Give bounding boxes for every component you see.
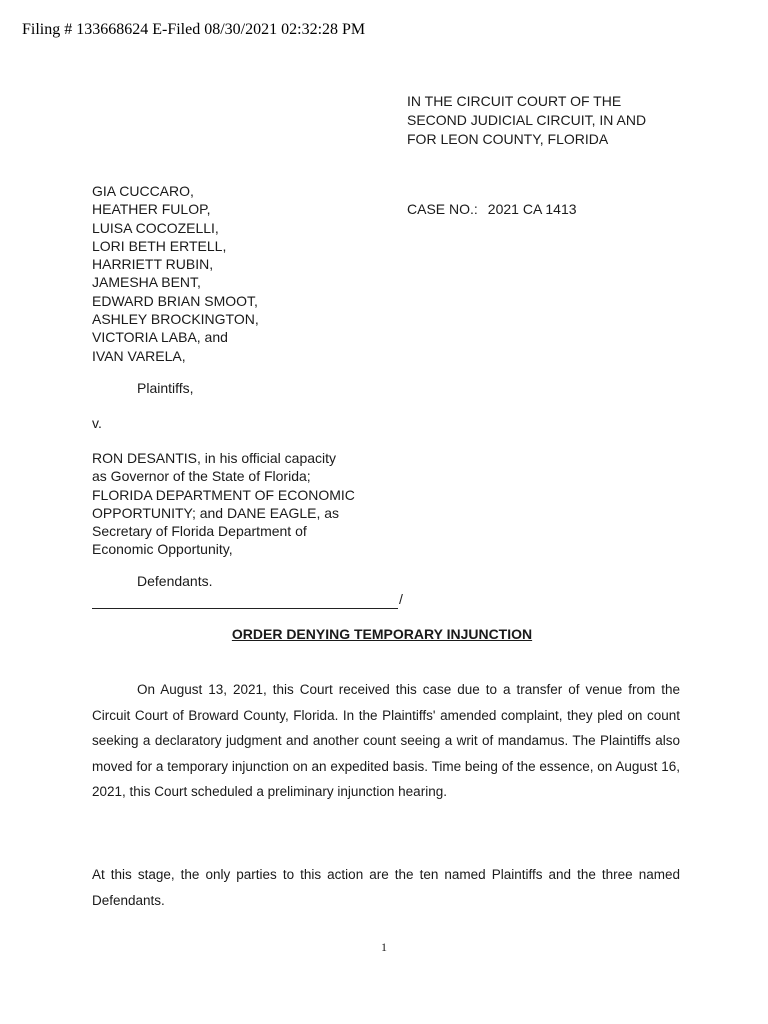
filing-header: Filing # 133668624 E-Filed 08/30/2021 02:32:28 PM	[22, 21, 366, 38]
plaintiff-name: HEATHER FULOP,	[92, 201, 211, 218]
court-caption-line: FOR LEON COUNTY, FLORIDA	[407, 131, 609, 147]
plaintiff-name: LORI BETH ERTELL,	[92, 237, 227, 254]
case-number-value: 2021 CA 1413	[487, 201, 577, 217]
court-caption-line: IN THE CIRCUIT COURT OF THE	[407, 93, 622, 109]
body-paragraph-1: On August 13, 2021, this Court received this case due to a transfer of venue from the Circuit Court of Broward County, Florida. In the Plaintiffs' amended complaint, they pled on count seeking a declaratory judgment and another count seeing a writ of mandamus. The Plaintiffs also moved for a temporary injunction on an expedited basis. Time being of the essence, on August 16, 2021, this Court scheduled a preliminary injunction hearing.	[92, 682, 680, 799]
court-caption	[407, 92, 646, 149]
plaintiff-name: LUISA COCOZELLI,	[92, 219, 219, 236]
case-number	[407, 201, 577, 217]
caption-slash: /	[399, 591, 403, 607]
plaintiff-name: GIA CUCCARO,	[92, 183, 194, 199]
plaintiff-name: VICTORIA LABA, and	[92, 329, 228, 346]
defendant-line: as Governor of the State of Florida;	[92, 468, 311, 485]
defendant-line: Secretary of Florida Department of	[92, 523, 307, 540]
plaintiff-name: IVAN VARELA,	[92, 347, 186, 364]
plaintiffs-label: Plaintiffs,	[137, 380, 194, 396]
defendants-list	[92, 449, 355, 559]
plaintiffs-list	[92, 182, 259, 365]
page-number: 1	[381, 940, 387, 954]
body-paragraph-2: At this stage, the only parties to this action are the ten named Plaintiffs and the three named Defendants.	[92, 867, 680, 908]
defendant-line: OPPORTUNITY; and DANE EAGLE, as	[92, 504, 340, 521]
defendant-line: Economic Opportunity,	[92, 541, 233, 558]
case-number-label: CASE NO.:	[407, 201, 478, 217]
plaintiff-name: HARRIETT RUBIN,	[92, 256, 214, 273]
defendant-line: RON DESANTIS, in his official capacity	[92, 450, 337, 466]
court-caption-line: SECOND JUDICIAL CIRCUIT, IN AND	[407, 112, 647, 128]
plaintiff-name: ASHLEY BROCKINGTON,	[92, 311, 259, 328]
order-title-text: ORDER DENYING TEMPORARY INJUNCTION	[231, 626, 533, 642]
plaintiff-name: JAMESHA BENT,	[92, 274, 201, 291]
order-title	[0, 626, 768, 642]
plaintiff-name: EDWARD BRIAN SMOOT,	[92, 292, 258, 309]
defendants-label: Defendants.	[137, 573, 213, 589]
defendant-line: FLORIDA DEPARTMENT OF ECONOMIC	[92, 486, 355, 503]
versus-label: v.	[92, 415, 102, 431]
caption-signature-line	[92, 608, 398, 609]
